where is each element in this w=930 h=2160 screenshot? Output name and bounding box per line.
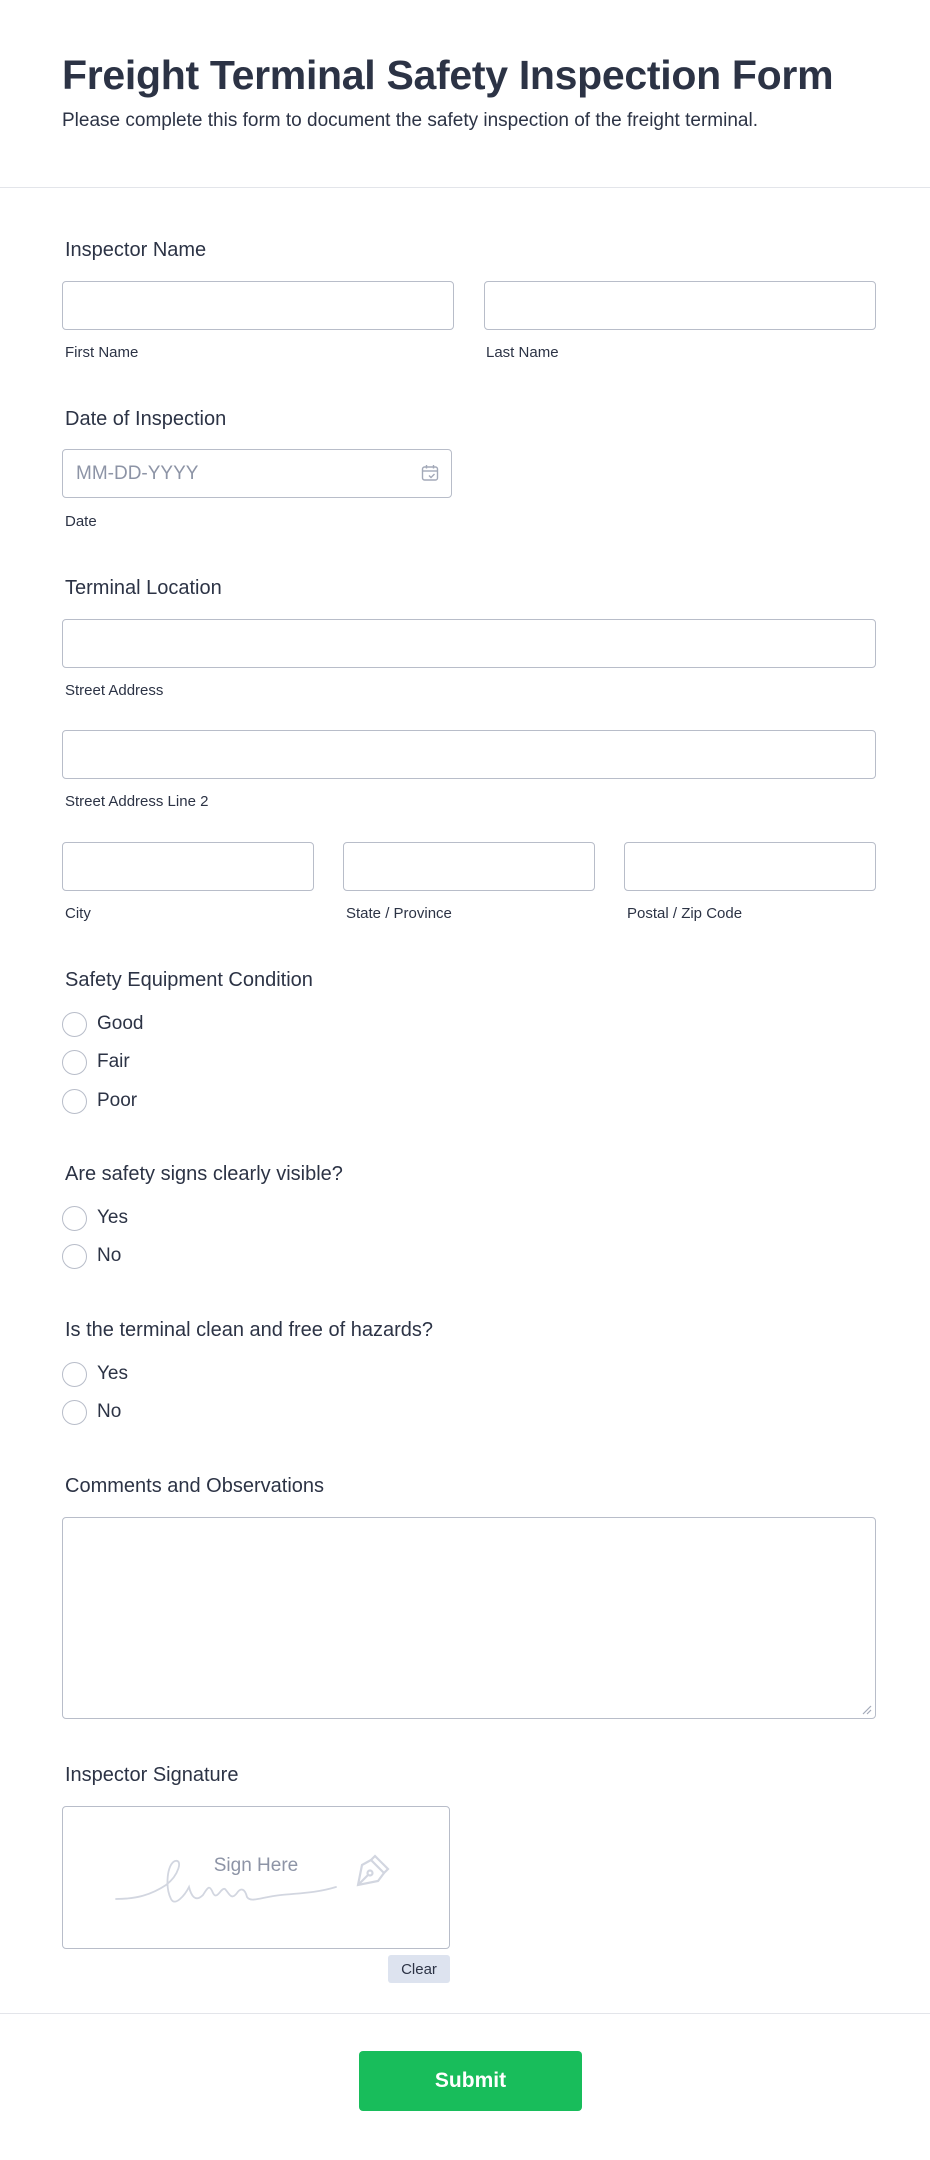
radio-button[interactable] bbox=[62, 1050, 87, 1075]
form-title: Freight Terminal Safety Inspection Form bbox=[62, 52, 834, 98]
signature-pad[interactable] bbox=[62, 1806, 450, 1949]
calendar-icon[interactable] bbox=[421, 464, 439, 482]
radio-option-clean-yes[interactable] bbox=[62, 1359, 128, 1389]
radio-option-signs-yes[interactable] bbox=[62, 1203, 128, 1233]
radio-label: No bbox=[97, 1401, 122, 1422]
form-header bbox=[0, 0, 930, 188]
street-address-sublabel: Street Address bbox=[65, 682, 164, 699]
state-province-sublabel: State / Province bbox=[346, 905, 452, 922]
date-input[interactable] bbox=[62, 449, 452, 498]
form-subtitle: Please complete this form to document the safety inspection of the freight terminal. bbox=[62, 110, 758, 131]
radio-option-clean-no[interactable] bbox=[62, 1397, 121, 1427]
street-address-line2-input[interactable] bbox=[62, 730, 876, 779]
terminal-location-label: Terminal Location bbox=[65, 577, 222, 599]
resize-grip-icon[interactable] bbox=[860, 1703, 872, 1715]
date-field bbox=[62, 449, 452, 498]
radio-button[interactable] bbox=[62, 1089, 87, 1114]
radio-label: Poor bbox=[97, 1090, 138, 1111]
first-name-input[interactable] bbox=[62, 281, 454, 330]
terminal-clean-label: Is the terminal clean and free of hazards? bbox=[65, 1319, 433, 1341]
radio-label: Yes bbox=[97, 1363, 128, 1384]
city-input[interactable] bbox=[62, 842, 314, 891]
state-province-input[interactable] bbox=[343, 842, 595, 891]
footer-divider bbox=[0, 2013, 930, 2014]
radio-option-poor[interactable] bbox=[62, 1086, 137, 1116]
last-name-sublabel: Last Name bbox=[486, 344, 559, 361]
clear-signature-button[interactable]: Clear bbox=[388, 1955, 450, 1983]
postal-zip-input[interactable] bbox=[624, 842, 876, 891]
equipment-condition-label: Safety Equipment Condition bbox=[65, 969, 313, 991]
radio-button[interactable] bbox=[62, 1244, 87, 1269]
radio-label: Good bbox=[97, 1013, 144, 1034]
first-name-sublabel: First Name bbox=[65, 344, 139, 361]
street-address-input[interactable] bbox=[62, 619, 876, 668]
postal-zip-sublabel: Postal / Zip Code bbox=[627, 905, 743, 922]
comments-textarea[interactable] bbox=[62, 1517, 876, 1719]
comments-label: Comments and Observations bbox=[65, 1475, 325, 1497]
sign-here-text: Sign Here bbox=[213, 1855, 299, 1876]
safety-signs-label: Are safety signs clearly visible? bbox=[65, 1163, 343, 1185]
street-address-line2-sublabel: Street Address Line 2 bbox=[65, 793, 209, 810]
radio-button[interactable] bbox=[62, 1012, 87, 1037]
pen-nib-icon bbox=[353, 1851, 393, 1891]
radio-label: Fair bbox=[97, 1051, 130, 1072]
inspector-name-label: Inspector Name bbox=[65, 239, 207, 261]
signature-label: Inspector Signature bbox=[65, 1764, 239, 1786]
date-sublabel: Date bbox=[65, 513, 97, 530]
radio-button[interactable] bbox=[62, 1362, 87, 1387]
city-sublabel: City bbox=[65, 905, 91, 922]
radio-option-signs-no[interactable] bbox=[62, 1241, 121, 1271]
radio-label: Yes bbox=[97, 1207, 128, 1228]
radio-option-good[interactable] bbox=[62, 1009, 143, 1039]
radio-option-fair[interactable] bbox=[62, 1047, 130, 1077]
last-name-input[interactable] bbox=[484, 281, 876, 330]
radio-button[interactable] bbox=[62, 1206, 87, 1231]
radio-label: No bbox=[97, 1245, 122, 1266]
submit-button[interactable]: Submit bbox=[359, 2051, 582, 2111]
date-label: Date of Inspection bbox=[65, 408, 227, 430]
radio-button[interactable] bbox=[62, 1400, 87, 1425]
